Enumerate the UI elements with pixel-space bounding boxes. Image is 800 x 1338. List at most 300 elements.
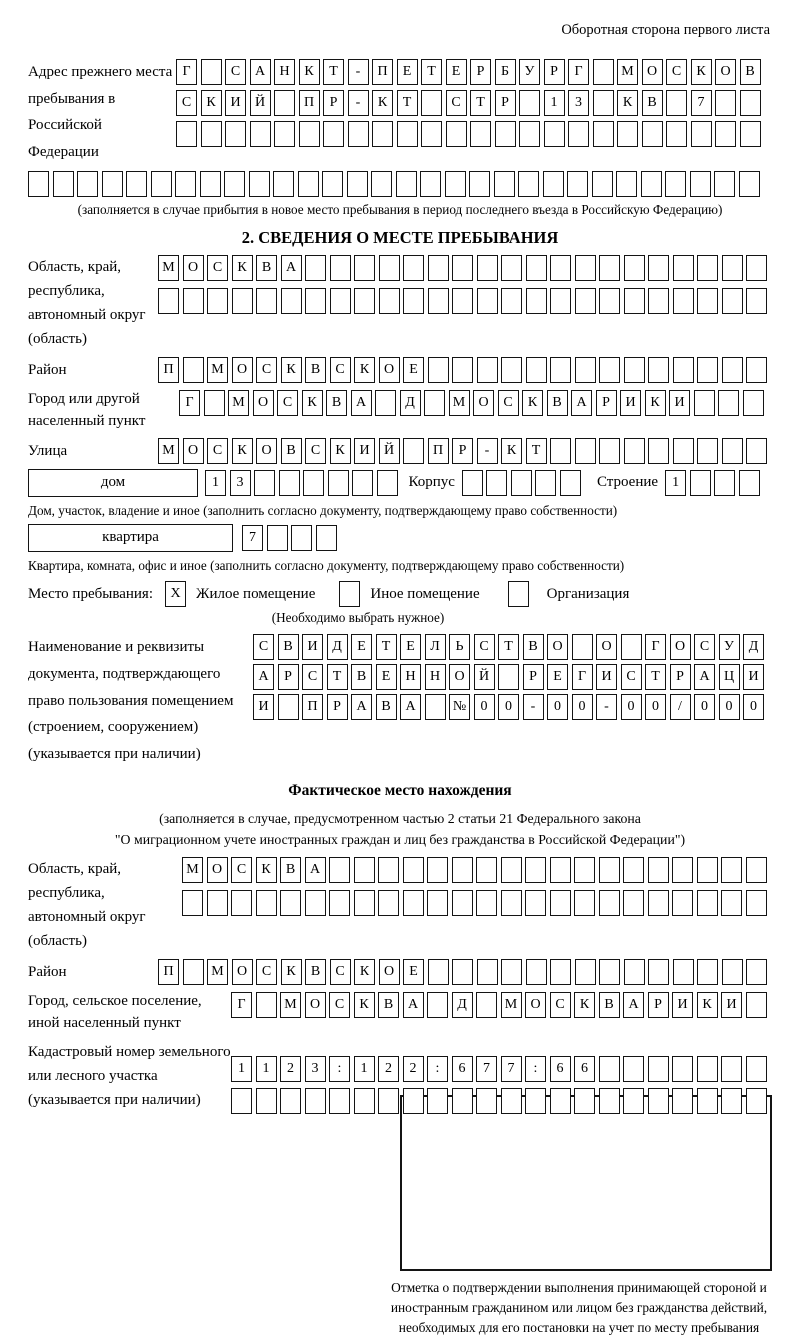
char-cell[interactable]: Й	[474, 664, 495, 690]
char-cell[interactable]	[568, 121, 589, 147]
char-cell[interactable]: Р	[495, 90, 516, 116]
char-cell[interactable]: Р	[523, 664, 544, 690]
char-cell[interactable]: С	[176, 90, 197, 116]
char-cell[interactable]	[201, 121, 222, 147]
char-cell[interactable]	[299, 121, 320, 147]
char-cell[interactable]: И	[669, 390, 690, 416]
char-cell[interactable]	[403, 890, 424, 916]
char-cell[interactable]: Е	[400, 634, 421, 660]
char-cell[interactable]	[183, 357, 204, 383]
char-cell[interactable]: Е	[446, 59, 467, 85]
checkbox-organizaciya[interactable]	[508, 581, 529, 607]
char-cell[interactable]: Т	[376, 634, 397, 660]
char-cell[interactable]: -	[596, 694, 617, 720]
char-cell[interactable]	[673, 959, 694, 985]
char-cell[interactable]: Б	[495, 59, 516, 85]
char-cell[interactable]	[378, 857, 399, 883]
char-cell[interactable]	[673, 438, 694, 464]
char-cell[interactable]	[746, 288, 767, 314]
char-cell[interactable]	[592, 171, 613, 197]
char-cell[interactable]: С	[330, 959, 351, 985]
char-cell[interactable]	[403, 288, 424, 314]
char-cell[interactable]	[298, 171, 319, 197]
char-cell[interactable]	[183, 959, 204, 985]
char-cell[interactable]	[371, 171, 392, 197]
checkbox-zhiloe[interactable]: X	[165, 581, 186, 607]
char-cell[interactable]: Е	[397, 59, 418, 85]
char-cell[interactable]	[403, 438, 424, 464]
char-cell[interactable]	[249, 171, 270, 197]
char-cell[interactable]	[477, 288, 498, 314]
char-cell[interactable]	[225, 121, 246, 147]
char-cell[interactable]	[691, 121, 712, 147]
char-cell[interactable]	[694, 390, 715, 416]
char-cell[interactable]: К	[201, 90, 222, 116]
char-cell[interactable]	[151, 171, 172, 197]
char-cell[interactable]: М	[449, 390, 470, 416]
char-cell[interactable]	[231, 1088, 252, 1114]
char-cell[interactable]	[550, 959, 571, 985]
char-cell[interactable]: 1	[665, 470, 686, 496]
char-cell[interactable]: 1	[354, 1056, 375, 1082]
char-cell[interactable]: К	[522, 390, 543, 416]
char-cell[interactable]: М	[207, 357, 228, 383]
char-cell[interactable]: К	[617, 90, 638, 116]
char-cell[interactable]	[697, 438, 718, 464]
char-cell[interactable]	[722, 357, 743, 383]
char-cell[interactable]: Й	[379, 438, 400, 464]
char-cell[interactable]: В	[351, 664, 372, 690]
char-cell[interactable]	[721, 890, 742, 916]
char-cell[interactable]	[525, 1088, 546, 1114]
char-cell[interactable]	[740, 90, 761, 116]
char-cell[interactable]	[599, 1088, 620, 1114]
char-cell[interactable]: 6	[550, 1056, 571, 1082]
char-cell[interactable]	[501, 1088, 522, 1114]
char-cell[interactable]: И	[620, 390, 641, 416]
char-cell[interactable]	[697, 1088, 718, 1114]
char-cell[interactable]: К	[256, 857, 277, 883]
char-cell[interactable]	[231, 890, 252, 916]
char-cell[interactable]: -	[477, 438, 498, 464]
char-cell[interactable]	[445, 171, 466, 197]
char-cell[interactable]	[428, 357, 449, 383]
char-cell[interactable]: Д	[452, 992, 473, 1018]
char-cell[interactable]	[281, 288, 302, 314]
char-cell[interactable]: 0	[743, 694, 764, 720]
char-cell[interactable]: К	[354, 959, 375, 985]
char-cell[interactable]	[256, 890, 277, 916]
char-cell[interactable]: И	[354, 438, 375, 464]
char-cell[interactable]	[721, 1056, 742, 1082]
char-cell[interactable]	[648, 959, 669, 985]
char-cell[interactable]: С	[330, 357, 351, 383]
char-cell[interactable]: В	[280, 857, 301, 883]
char-cell[interactable]	[690, 171, 711, 197]
char-cell[interactable]	[648, 438, 669, 464]
char-cell[interactable]: Р	[470, 59, 491, 85]
char-cell[interactable]: М	[158, 438, 179, 464]
char-cell[interactable]	[567, 171, 588, 197]
char-cell[interactable]	[498, 664, 519, 690]
char-cell[interactable]	[354, 288, 375, 314]
char-cell[interactable]	[403, 857, 424, 883]
char-cell[interactable]	[477, 255, 498, 281]
char-cell[interactable]: А	[351, 694, 372, 720]
char-cell[interactable]: В	[281, 438, 302, 464]
char-cell[interactable]: М	[501, 992, 522, 1018]
char-cell[interactable]	[403, 255, 424, 281]
char-cell[interactable]	[256, 288, 277, 314]
char-cell[interactable]	[593, 121, 614, 147]
char-cell[interactable]: М	[158, 255, 179, 281]
char-cell[interactable]	[525, 857, 546, 883]
char-cell[interactable]	[715, 90, 736, 116]
char-cell[interactable]: А	[623, 992, 644, 1018]
char-cell[interactable]	[328, 470, 349, 496]
char-cell[interactable]: А	[250, 59, 271, 85]
char-cell[interactable]: А	[253, 664, 274, 690]
char-cell[interactable]	[743, 390, 764, 416]
char-cell[interactable]: В	[547, 390, 568, 416]
char-cell[interactable]	[278, 694, 299, 720]
char-cell[interactable]	[526, 288, 547, 314]
char-cell[interactable]: Д	[327, 634, 348, 660]
char-cell[interactable]	[526, 959, 547, 985]
char-cell[interactable]: Г	[645, 634, 666, 660]
char-cell[interactable]: Т	[470, 90, 491, 116]
char-cell[interactable]: И	[225, 90, 246, 116]
char-cell[interactable]: 3	[230, 470, 251, 496]
char-cell[interactable]	[624, 959, 645, 985]
char-cell[interactable]	[274, 90, 295, 116]
char-cell[interactable]: У	[719, 634, 740, 660]
char-cell[interactable]: О	[305, 992, 326, 1018]
char-cell[interactable]: 2	[378, 1056, 399, 1082]
char-cell[interactable]: В	[599, 992, 620, 1018]
char-cell[interactable]	[305, 255, 326, 281]
char-cell[interactable]: О	[207, 857, 228, 883]
char-cell[interactable]	[421, 121, 442, 147]
char-cell[interactable]	[476, 992, 497, 1018]
char-cell[interactable]: :	[427, 1056, 448, 1082]
char-cell[interactable]: Г	[179, 390, 200, 416]
char-cell[interactable]: О	[715, 59, 736, 85]
char-cell[interactable]: К	[574, 992, 595, 1018]
char-cell[interactable]	[672, 857, 693, 883]
char-cell[interactable]: Ь	[449, 634, 470, 660]
char-cell[interactable]	[421, 90, 442, 116]
char-cell[interactable]: 1	[231, 1056, 252, 1082]
char-cell[interactable]: Г	[568, 59, 589, 85]
char-cell[interactable]: А	[281, 255, 302, 281]
char-cell[interactable]: И	[253, 694, 274, 720]
char-cell[interactable]: 0	[474, 694, 495, 720]
char-cell[interactable]	[330, 288, 351, 314]
char-cell[interactable]	[599, 959, 620, 985]
char-cell[interactable]	[543, 171, 564, 197]
char-cell[interactable]	[624, 288, 645, 314]
char-cell[interactable]	[672, 1088, 693, 1114]
char-cell[interactable]	[722, 438, 743, 464]
char-cell[interactable]	[102, 171, 123, 197]
char-cell[interactable]	[427, 857, 448, 883]
char-cell[interactable]: К	[232, 255, 253, 281]
char-cell[interactable]	[425, 694, 446, 720]
char-cell[interactable]: 0	[694, 694, 715, 720]
char-cell[interactable]	[697, 357, 718, 383]
char-cell[interactable]	[672, 1056, 693, 1082]
char-cell[interactable]	[550, 890, 571, 916]
char-cell[interactable]	[672, 890, 693, 916]
char-cell[interactable]	[535, 470, 556, 496]
char-cell[interactable]: О	[256, 438, 277, 464]
char-cell[interactable]	[739, 470, 760, 496]
char-cell[interactable]: К	[372, 90, 393, 116]
char-cell[interactable]	[550, 288, 571, 314]
char-cell[interactable]	[623, 890, 644, 916]
char-cell[interactable]	[477, 357, 498, 383]
char-cell[interactable]	[722, 288, 743, 314]
char-cell[interactable]	[690, 470, 711, 496]
char-cell[interactable]	[648, 1088, 669, 1114]
char-cell[interactable]	[740, 121, 761, 147]
char-cell[interactable]: Р	[278, 664, 299, 690]
char-cell[interactable]: А	[351, 390, 372, 416]
char-cell[interactable]: С	[446, 90, 467, 116]
char-cell[interactable]	[746, 959, 767, 985]
char-cell[interactable]: П	[299, 90, 320, 116]
char-cell[interactable]	[200, 171, 221, 197]
char-cell[interactable]: С	[302, 664, 323, 690]
char-cell[interactable]	[718, 390, 739, 416]
char-cell[interactable]	[470, 121, 491, 147]
char-cell[interactable]: О	[232, 357, 253, 383]
char-cell[interactable]	[176, 121, 197, 147]
char-cell[interactable]	[624, 438, 645, 464]
char-cell[interactable]: С	[207, 255, 228, 281]
char-cell[interactable]: К	[697, 992, 718, 1018]
char-cell[interactable]	[599, 857, 620, 883]
char-cell[interactable]	[574, 1088, 595, 1114]
char-cell[interactable]	[593, 59, 614, 85]
char-cell[interactable]	[550, 857, 571, 883]
char-cell[interactable]: М	[228, 390, 249, 416]
char-cell[interactable]: 2	[403, 1056, 424, 1082]
char-cell[interactable]: К	[354, 357, 375, 383]
char-cell[interactable]: С	[207, 438, 228, 464]
char-cell[interactable]: М	[280, 992, 301, 1018]
char-cell[interactable]: В	[305, 357, 326, 383]
char-cell[interactable]	[126, 171, 147, 197]
char-cell[interactable]: У	[519, 59, 540, 85]
char-cell[interactable]	[397, 121, 418, 147]
char-cell[interactable]	[377, 470, 398, 496]
char-cell[interactable]	[721, 1088, 742, 1114]
char-cell[interactable]	[519, 90, 540, 116]
char-cell[interactable]	[158, 288, 179, 314]
char-cell[interactable]: К	[281, 959, 302, 985]
char-cell[interactable]	[501, 357, 522, 383]
char-cell[interactable]	[550, 438, 571, 464]
char-cell[interactable]	[722, 959, 743, 985]
char-cell[interactable]	[574, 890, 595, 916]
char-cell[interactable]: К	[691, 59, 712, 85]
char-cell[interactable]	[746, 857, 767, 883]
char-cell[interactable]: К	[354, 992, 375, 1018]
char-cell[interactable]	[372, 121, 393, 147]
char-cell[interactable]	[648, 255, 669, 281]
char-cell[interactable]	[348, 121, 369, 147]
char-cell[interactable]: О	[473, 390, 494, 416]
char-cell[interactable]: Р	[648, 992, 669, 1018]
char-cell[interactable]	[501, 857, 522, 883]
char-cell[interactable]: В	[523, 634, 544, 660]
char-cell[interactable]: Д	[743, 634, 764, 660]
char-cell[interactable]	[518, 171, 539, 197]
char-cell[interactable]	[746, 890, 767, 916]
char-cell[interactable]	[476, 857, 497, 883]
char-cell[interactable]: Д	[400, 390, 421, 416]
char-cell[interactable]	[354, 890, 375, 916]
char-cell[interactable]	[697, 1056, 718, 1082]
char-cell[interactable]: Г	[231, 992, 252, 1018]
char-cell[interactable]	[621, 634, 642, 660]
char-cell[interactable]	[354, 255, 375, 281]
char-cell[interactable]	[256, 1088, 277, 1114]
char-cell[interactable]	[396, 171, 417, 197]
char-cell[interactable]	[427, 1088, 448, 1114]
char-cell[interactable]: С	[474, 634, 495, 660]
char-cell[interactable]	[714, 470, 735, 496]
char-cell[interactable]: В	[642, 90, 663, 116]
char-cell[interactable]	[721, 857, 742, 883]
char-cell[interactable]	[232, 288, 253, 314]
char-cell[interactable]	[452, 890, 473, 916]
char-cell[interactable]	[329, 890, 350, 916]
char-cell[interactable]	[452, 255, 473, 281]
char-cell[interactable]: О	[183, 438, 204, 464]
char-cell[interactable]	[673, 357, 694, 383]
char-cell[interactable]	[746, 1088, 767, 1114]
char-cell[interactable]	[452, 1088, 473, 1114]
char-cell[interactable]	[183, 288, 204, 314]
char-cell[interactable]: С	[498, 390, 519, 416]
char-cell[interactable]	[697, 255, 718, 281]
char-cell[interactable]	[53, 171, 74, 197]
char-cell[interactable]: Г	[176, 59, 197, 85]
char-cell[interactable]	[378, 890, 399, 916]
char-cell[interactable]	[201, 59, 222, 85]
char-cell[interactable]: Т	[323, 59, 344, 85]
char-cell[interactable]	[403, 1088, 424, 1114]
char-cell[interactable]	[477, 959, 498, 985]
char-cell[interactable]	[207, 890, 228, 916]
char-cell[interactable]	[273, 171, 294, 197]
char-cell[interactable]	[354, 1088, 375, 1114]
char-cell[interactable]	[624, 255, 645, 281]
char-cell[interactable]: С	[550, 992, 571, 1018]
char-cell[interactable]: И	[743, 664, 764, 690]
char-cell[interactable]: -	[523, 694, 544, 720]
char-cell[interactable]: П	[302, 694, 323, 720]
char-cell[interactable]: О	[596, 634, 617, 660]
char-cell[interactable]: А	[694, 664, 715, 690]
char-cell[interactable]	[599, 288, 620, 314]
char-cell[interactable]	[746, 255, 767, 281]
char-cell[interactable]	[256, 992, 277, 1018]
char-cell[interactable]: Е	[547, 664, 568, 690]
char-cell[interactable]	[722, 255, 743, 281]
char-cell[interactable]: С	[256, 357, 277, 383]
char-cell[interactable]	[250, 121, 271, 147]
char-cell[interactable]: 1	[544, 90, 565, 116]
char-cell[interactable]: Н	[400, 664, 421, 690]
char-cell[interactable]: Т	[498, 634, 519, 660]
char-cell[interactable]: П	[372, 59, 393, 85]
char-cell[interactable]	[599, 255, 620, 281]
char-cell[interactable]: 0	[572, 694, 593, 720]
char-cell[interactable]: Й	[250, 90, 271, 116]
char-cell[interactable]: О	[670, 634, 691, 660]
char-cell[interactable]	[697, 890, 718, 916]
char-cell[interactable]	[446, 121, 467, 147]
char-cell[interactable]	[329, 1088, 350, 1114]
char-cell[interactable]	[526, 255, 547, 281]
char-cell[interactable]	[575, 255, 596, 281]
char-cell[interactable]: Г	[572, 664, 593, 690]
char-cell[interactable]: М	[617, 59, 638, 85]
char-cell[interactable]: С	[694, 634, 715, 660]
char-cell[interactable]: К	[645, 390, 666, 416]
char-cell[interactable]: С	[666, 59, 687, 85]
char-cell[interactable]	[375, 390, 396, 416]
char-cell[interactable]: М	[207, 959, 228, 985]
char-cell[interactable]: В	[378, 992, 399, 1018]
char-cell[interactable]: 0	[645, 694, 666, 720]
char-cell[interactable]: К	[232, 438, 253, 464]
char-cell[interactable]: :	[329, 1056, 350, 1082]
char-cell[interactable]	[665, 171, 686, 197]
char-cell[interactable]: О	[379, 959, 400, 985]
char-cell[interactable]: П	[428, 438, 449, 464]
char-cell[interactable]	[420, 171, 441, 197]
char-cell[interactable]	[207, 288, 228, 314]
char-cell[interactable]	[424, 390, 445, 416]
char-cell[interactable]: 6	[452, 1056, 473, 1082]
char-cell[interactable]: С	[225, 59, 246, 85]
char-cell[interactable]	[746, 992, 767, 1018]
char-cell[interactable]: П	[158, 357, 179, 383]
char-cell[interactable]	[666, 90, 687, 116]
char-cell[interactable]	[379, 288, 400, 314]
char-cell[interactable]: К	[501, 438, 522, 464]
char-cell[interactable]	[347, 171, 368, 197]
char-cell[interactable]	[494, 171, 515, 197]
char-cell[interactable]: В	[326, 390, 347, 416]
char-cell[interactable]: И	[672, 992, 693, 1018]
char-cell[interactable]	[428, 255, 449, 281]
char-cell[interactable]	[697, 288, 718, 314]
char-cell[interactable]	[182, 890, 203, 916]
char-cell[interactable]	[575, 959, 596, 985]
char-cell[interactable]	[452, 857, 473, 883]
char-cell[interactable]	[697, 857, 718, 883]
char-cell[interactable]	[462, 470, 483, 496]
char-cell[interactable]: И	[596, 664, 617, 690]
char-cell[interactable]	[550, 255, 571, 281]
char-cell[interactable]	[746, 438, 767, 464]
